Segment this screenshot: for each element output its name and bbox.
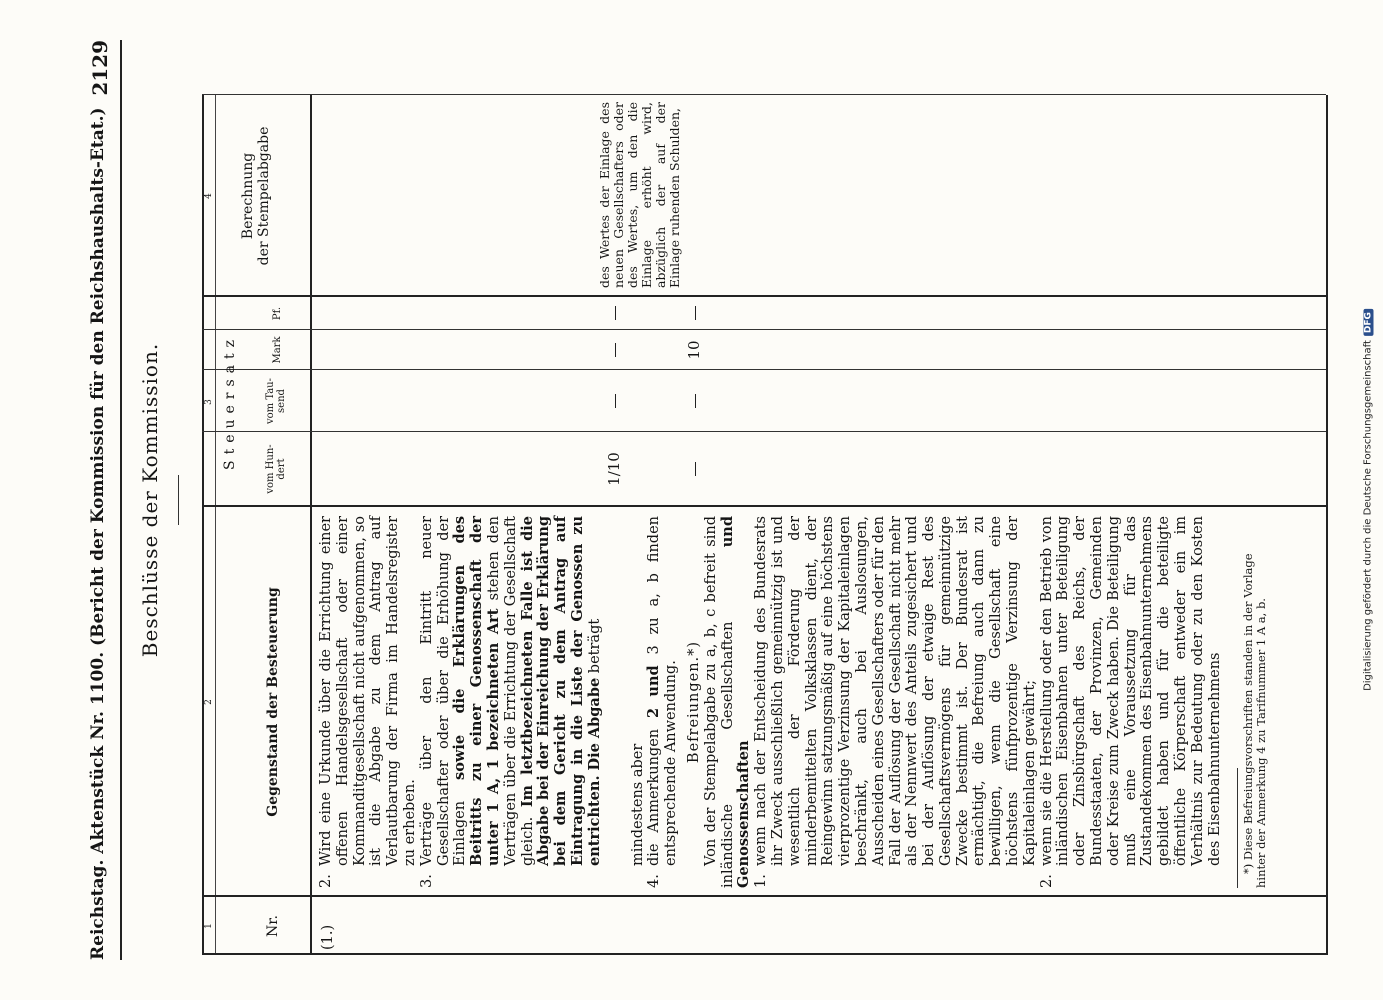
colnum-2: 2 bbox=[204, 699, 214, 705]
table-bottom-rule bbox=[1326, 95, 1328, 955]
item-2-text: Wird eine Urkunde über die Errichtung einer offenen Handelsgesellschaft oder einer Kommanditgesellschaft nicht aufgenommen, so ist die Abgabe zu dem Antrag auf Verlautbarung der Firma im Handelsregister zu erheben. bbox=[318, 516, 418, 866]
colnum-4: 4 bbox=[204, 193, 214, 199]
footnote: *) Diese Befreiungsvorschriften standen in der Vorlage hinter der Anmerkung 4 zu Tarifnummer 1 A a, b. bbox=[1241, 553, 1269, 888]
colnum-1: 1 bbox=[204, 923, 214, 929]
header-berechnung-line2: der Stempelabgabe bbox=[256, 126, 272, 266]
header-rule bbox=[120, 40, 122, 960]
item-3-text-b: sowie die Erklärungen des Beitritts zu einer Genossenschaft der unter 1 A, 1 bezeichneten Art bbox=[451, 516, 502, 866]
befreiung-1-text: wenn nach der Entscheidung des Bundesrats ihr Zweck ausschließlich gemeinnützig ist und wesentlich der Förderung der minderbemittelten Volksklassen dient, der Reingewinn satzungsmäßig auf eine höchstens vierprozentige Verzinsung der Kapitaleinlagen beschränkt, auch bei Auslosungen, Ausscheiden eines Gesellschafters oder für den Fall der Auflösung der Gesellschaft nicht mehr als der Nennwert des Anteils zugesichert und bei der Auflösung der etwaige Rest des Gesellschaftsvermögens für gemeinnützige Zwecke bestimmt ist. Der Bundesrat ist ermächtigt, die Befreiung auch dann zu bewilligen, wenn die Gesellschaft eine höchstens fünfprozentige Verzinsung der Kapitaleinlagen gewährt; bbox=[753, 516, 1038, 866]
dfg-logo: DFG bbox=[1364, 309, 1374, 336]
min-vom-tausend-dash bbox=[685, 371, 703, 431]
rate-pf-dash bbox=[605, 298, 623, 329]
document-page bbox=[30, 0, 1330, 1000]
table-head-rule bbox=[310, 95, 312, 955]
steuersatz-divider-a bbox=[202, 431, 1326, 432]
table-left-border bbox=[202, 953, 1326, 955]
item-3 bbox=[419, 516, 604, 888]
steuersatz-divider-c bbox=[202, 329, 1326, 330]
steuersatz-divider-b bbox=[202, 369, 1326, 370]
column-divider-3 bbox=[202, 295, 1326, 297]
item-4-text-b: 2 und bbox=[645, 665, 663, 718]
item-3-text-e: beträgt bbox=[586, 618, 603, 678]
rate-vom-hundert: 1/10 bbox=[605, 452, 623, 486]
item-3-number: 3. bbox=[418, 874, 435, 888]
section-subtitle: Beschlüsse der Kommission. bbox=[138, 342, 162, 658]
gegenstand-column bbox=[318, 516, 1268, 888]
subtitle-rule bbox=[178, 475, 179, 525]
header-pf: Pf. bbox=[272, 306, 283, 321]
footnote-rule bbox=[1237, 768, 1238, 888]
table-right-border bbox=[202, 94, 1326, 95]
header-berechnung-line1: Berechnung bbox=[240, 152, 256, 240]
item-3-text-d: Im letztbezeichneten Falle ist die Abgabe bei der Einreichung der Erklärung bei dem Gericht zu dem Antrag auf Eintragung in die Liste der Genossen zu entrichten. Die Abgabe bbox=[518, 516, 603, 866]
digitization-text: Digitalisierung gefördert durch die Deutsche Forschungsgemeinschaft bbox=[1362, 340, 1374, 691]
befreiungen-intro-b: und Genossenschaften bbox=[718, 516, 753, 888]
header-title: Reichstag. Aktenstück Nr. 1100. (Bericht der Kommission für den Reichshaushalts-Etat.) bbox=[88, 107, 108, 960]
colnum-3: 3 bbox=[204, 399, 214, 405]
column-divider-2 bbox=[202, 505, 1326, 507]
befreiungen-intro bbox=[703, 516, 753, 888]
header-nr: Nr. bbox=[265, 915, 281, 937]
item-4-text-c: 3 zu a, b finden entsprechende Anwendung. bbox=[646, 516, 680, 866]
header-berechnung bbox=[240, 95, 272, 297]
item-3-text-a: Verträge über den Eintritt neuer Gesellschafter oder über die Erhöhung der Einlagen bbox=[418, 516, 469, 866]
item-4 bbox=[646, 516, 680, 888]
berechnung-text: des Wertes der Einlage des neuen Gesellschafters oder des Wertes, um den die Einlage erhöht wird, abzüglich der auf der Einlage ruhenden Schulden, bbox=[597, 102, 682, 288]
running-header bbox=[88, 40, 118, 960]
befreiung-1-number: 1. bbox=[753, 874, 770, 888]
min-pf-dash bbox=[685, 298, 703, 329]
item-3-text-c: stehen den Verträgen über die Errichtung der Gesellschaft gleich. bbox=[485, 515, 536, 866]
header-vom-hundert: vom Hun- dert bbox=[265, 444, 287, 494]
row-number: (1.) bbox=[320, 924, 336, 950]
column-divider-1 bbox=[202, 895, 1326, 897]
header-gegenstand: Gegenstand der Besteuerung bbox=[265, 587, 281, 817]
item-4-text-a: die Anmerkungen bbox=[646, 718, 663, 866]
befreiungen-heading: Befreiungen.*) bbox=[685, 640, 702, 764]
header-vom-tausend: vom Tau- send bbox=[265, 378, 287, 425]
mindestens-label: mindestens aber bbox=[629, 743, 646, 866]
page-number: 2129 bbox=[88, 40, 112, 96]
befreiung-2-number: 2. bbox=[1038, 874, 1055, 888]
column-number-rule bbox=[215, 95, 216, 955]
header-steuersatz: Steuersatz bbox=[222, 333, 238, 471]
rate-vom-tausend-dash bbox=[605, 371, 623, 431]
min-mark: 10 bbox=[685, 340, 703, 360]
befreiungen-intro-a: Von der Stempelabgabe zu a, b, c befreit sind inländische Gesellschaften bbox=[702, 516, 736, 888]
header-mark: Mark bbox=[272, 336, 283, 364]
befreiung-2-text: wenn sie die Herstellung oder den Betrieb von inländischen Eisenbahnen unter Beteiligung oder Zinsbürgschaft des Reichs, der Bundesstaaten, der Provinzen, Gemeinden oder Kreise zum Zweck haben. Die Beteiligung muß eine Voraussetzung für das Zustandekommen des Eisenbahnunternehmens gebildet haben und für die beteiligte öffentliche Körperschaft entweder ein im Verhältnis zur Bedeutung oder zu den Kosten des Eisenbahnunternehmens bbox=[1038, 516, 1223, 866]
befreiung-2 bbox=[1039, 516, 1224, 888]
item-2-number: 2. bbox=[318, 874, 334, 888]
item-4-number: 4. bbox=[646, 874, 663, 888]
item-2 bbox=[318, 516, 419, 888]
befreiung-1 bbox=[753, 516, 1039, 888]
min-vom-hundert-dash bbox=[685, 433, 703, 505]
rate-mark-dash bbox=[605, 331, 623, 369]
